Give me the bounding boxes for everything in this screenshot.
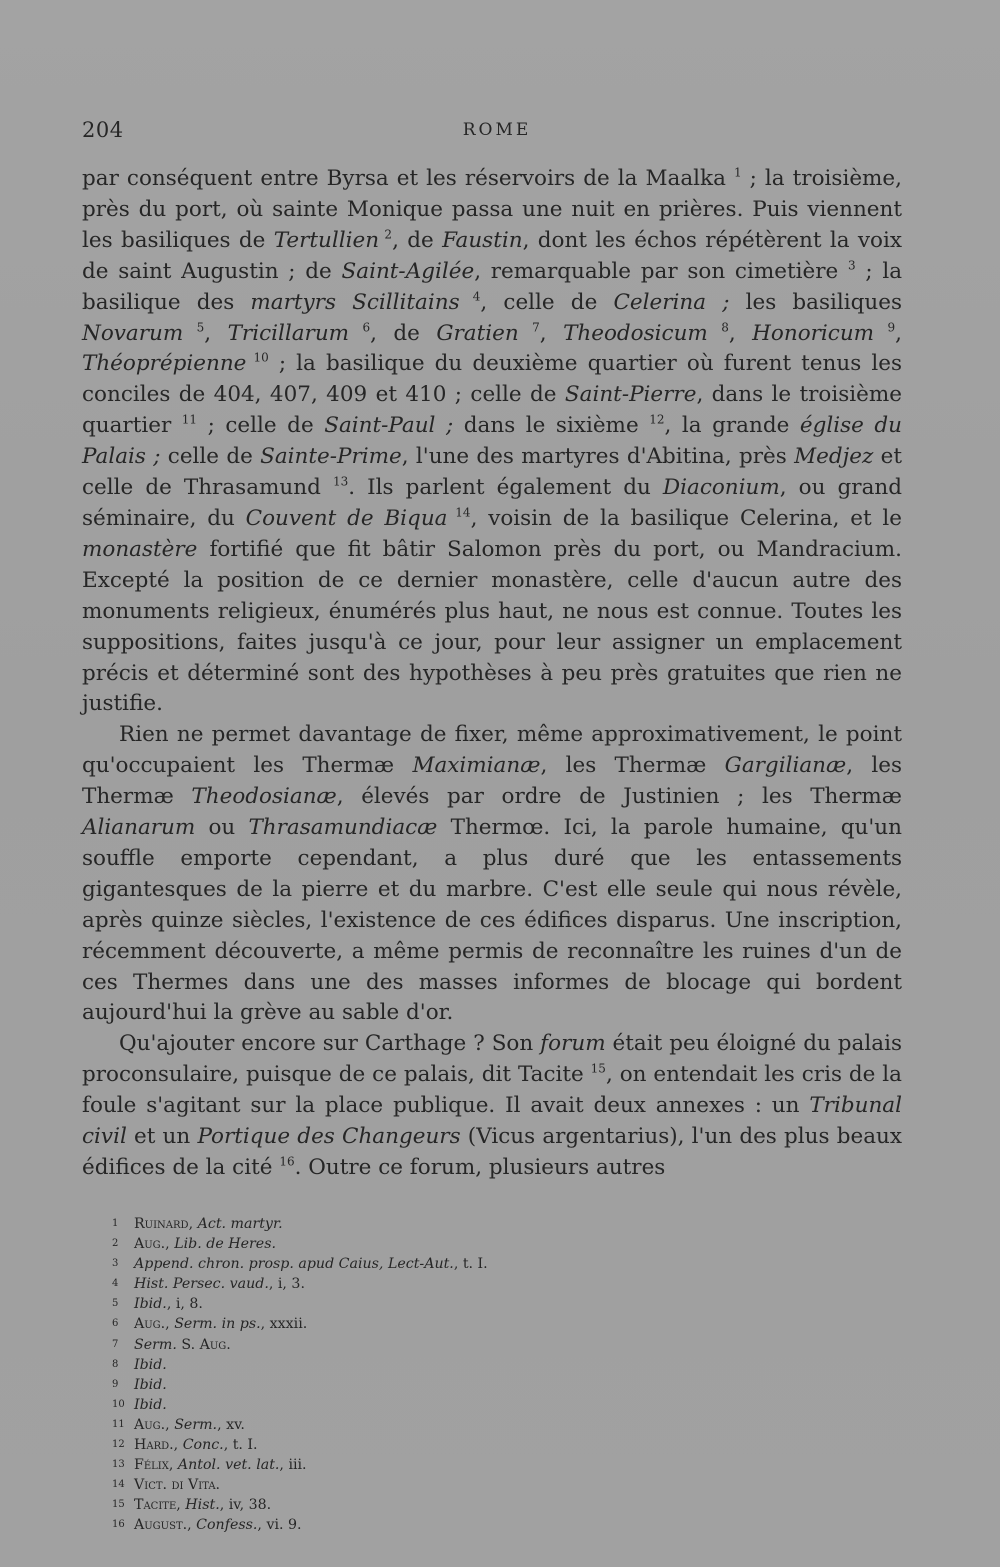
footnote: [112, 1475, 812, 1495]
footnote-title: Antol. vet. lat.: [177, 1457, 280, 1474]
footnote-text: , t. I.: [453, 1256, 488, 1273]
text-run: celle de: [160, 444, 261, 470]
footnote-number: 4: [112, 1278, 119, 1290]
text-run: , de: [392, 227, 443, 253]
text-run: ; la basilique des: [82, 258, 903, 315]
text-run: , remarquable par son cimetière: [474, 258, 848, 284]
text-run: Qu'ajouter encore sur Carthage ? Son: [119, 1031, 541, 1057]
text-run: (Vicus argentarius), l'un des plus beaux édifices de la cité: [82, 1124, 903, 1180]
footnote-title: Lib. de Heres.: [174, 1236, 276, 1253]
footnote: [112, 1395, 812, 1415]
italic-text: Couvent de Biqua: [245, 505, 448, 531]
footnote-text: , iii.: [279, 1457, 307, 1474]
footnote: [112, 1314, 812, 1334]
footnote-number: 6: [112, 1318, 119, 1330]
footnotes: [112, 1214, 812, 1536]
footnote-reference: 8: [707, 320, 729, 335]
footnote-title: Serm.: [134, 1336, 177, 1353]
footnote: [112, 1294, 812, 1314]
footnote-reference: 10: [246, 351, 269, 366]
footnote-author: Hard.: [134, 1437, 174, 1454]
italic-text: Saint-Paul ;: [324, 413, 454, 439]
body-text: [82, 164, 902, 1184]
text-run: dans le sixième: [453, 413, 650, 439]
footnote-text: ,: [188, 1216, 198, 1232]
footnote: [112, 1375, 812, 1395]
footnote-text: , vi. 9.: [257, 1517, 302, 1534]
text-run: , les Thermæ: [82, 753, 902, 810]
italic-text: Thrasamundiacæ: [248, 815, 438, 841]
text-run: ,: [539, 320, 564, 346]
text-run: ; celle de: [197, 413, 325, 439]
footnote-text: , i, 3.: [268, 1276, 305, 1293]
footnote-title: Conc.: [182, 1437, 224, 1454]
text-run: , l'une des martyres d'Abitina, près: [401, 444, 795, 470]
footnote-title: Serm.: [174, 1416, 218, 1433]
text-run: Rien ne permet davantage de fixer, même approximativement, le point qu'occupaient les Thermæ: [82, 722, 902, 779]
footnote-reference: 4: [459, 289, 481, 304]
italic-text: Saint-Agilée: [341, 258, 475, 284]
text-run: ou: [195, 815, 249, 841]
footnote-number: 3: [112, 1258, 119, 1270]
footnote-number: 11: [112, 1418, 125, 1430]
footnote: [112, 1254, 812, 1274]
footnote-text: S.: [176, 1336, 200, 1353]
footnote-author: Tacite: [134, 1497, 177, 1514]
footnote-number: 15: [112, 1499, 125, 1511]
footnote-reference: 14: [447, 505, 471, 520]
footnote-text: ,: [165, 1416, 175, 1433]
italic-text: Théoprépienne: [82, 351, 247, 377]
footnote-text: ,: [165, 1316, 175, 1333]
footnote-text: ,: [176, 1497, 186, 1514]
footnote-title: Serm. in ps.: [174, 1316, 261, 1333]
text-run: par conséquent entre Byrsa et les réservoirs de la Maalka: [82, 166, 734, 191]
text-run: ,: [204, 320, 228, 346]
footnote: [112, 1355, 812, 1375]
italic-text: église du Palais ;: [82, 413, 903, 470]
text-run: , ou grand séminaire, du: [82, 475, 903, 531]
paragraph: [82, 164, 902, 720]
footnote-author: Vict. di Vita.: [134, 1477, 221, 1494]
footnote-number: 5: [112, 1298, 119, 1310]
footnote-number: 9: [112, 1378, 119, 1390]
footnote-author: August.: [134, 1517, 188, 1534]
italic-text: Maximianæ: [412, 753, 541, 779]
footnote-title: Hist.: [185, 1497, 220, 1514]
footnote: [112, 1214, 812, 1234]
footnote-title: Ibid.: [134, 1356, 167, 1373]
footnote-reference: 16: [279, 1154, 295, 1169]
footnote-number: 7: [112, 1338, 119, 1350]
footnote-title: Act. martyr.: [197, 1216, 283, 1232]
footnote-number: 16: [112, 1519, 125, 1531]
italic-text: Theodosicum: [563, 320, 708, 346]
footnote-title: Ibid.: [134, 1376, 167, 1393]
footnote-author: Aug.: [134, 1416, 166, 1433]
footnote: [112, 1415, 812, 1435]
footnote-reference: 9: [874, 320, 896, 335]
footnote-reference: 15: [590, 1061, 606, 1076]
footnote-title: Hist. Persec. vaud.: [134, 1276, 269, 1293]
italic-text: Tribunal civil: [82, 1093, 902, 1150]
footnote-text: , xv.: [217, 1416, 245, 1433]
text-run: , celle de: [480, 289, 614, 315]
italic-text: monastère: [82, 536, 198, 562]
footnote-author: Aug.: [134, 1236, 166, 1253]
italic-text: Gargilianæ: [724, 753, 847, 779]
footnote-text: , xxxii.: [260, 1316, 308, 1333]
text-run: fortifié que fit bâtir Salomon près du port, ou Mandracium. Excepté la position de ce dernier monastère, celle d'aucun autre des monuments religieux, énumérés plus haut, ne nous est connue. Toutes les suppositions, faites jusqu'à ce jour, pour leur assigner un emplacement précis et déterminé sont des hypothèses à peu près gratuites que rien ne justifie.: [82, 536, 902, 717]
text-run: . Outre ce forum, plusieurs autres: [294, 1155, 666, 1180]
footnote-author: Aug.: [199, 1336, 231, 1353]
footnote: [112, 1335, 812, 1355]
footnote-text: ,: [165, 1236, 175, 1253]
italic-text: Tertullien: [273, 227, 380, 253]
footnote-author: Aug.: [134, 1316, 166, 1333]
italic-text: Theodosianæ: [191, 784, 337, 810]
italic-text: Tricillarum: [227, 320, 350, 346]
footnote-text: , iv, 38.: [219, 1497, 272, 1514]
paragraph: [82, 720, 902, 1029]
footnote: [112, 1455, 812, 1475]
footnote-reference: 13: [332, 474, 349, 489]
text-run: ,: [895, 320, 902, 346]
italic-text: forum: [540, 1031, 606, 1057]
text-run: , les Thermæ: [540, 753, 725, 779]
text-run: , la grande: [664, 413, 800, 439]
text-run: , de: [370, 320, 437, 346]
text-run: les basiliques: [729, 289, 903, 315]
running-title: ROME: [462, 120, 532, 140]
italic-text: Faustin: [442, 227, 523, 253]
italic-text: Novarum: [82, 320, 184, 346]
text-run: . Ils parlent également du: [348, 475, 663, 501]
italic-text: martyrs Scillitains: [250, 289, 460, 315]
text-run: ,: [728, 320, 753, 346]
footnote-reference: 1: [733, 165, 742, 180]
footnote-number: 10: [112, 1398, 125, 1410]
footnote-author: Ruinard: [134, 1216, 189, 1232]
paragraph: [82, 1029, 902, 1184]
italic-text: Honoricum: [752, 320, 875, 346]
text-run: et un: [126, 1124, 198, 1150]
italic-text: Gratien: [436, 320, 519, 346]
footnote-reference: 6: [349, 320, 371, 335]
footnote: [112, 1274, 812, 1294]
footnote-number: 14: [112, 1479, 125, 1491]
italic-text: Diaconium: [662, 475, 780, 501]
text-run: et celle de Thrasamund: [82, 444, 902, 501]
footnote-text: , t. I.: [223, 1437, 258, 1454]
footnote-number: 8: [112, 1358, 119, 1370]
text-run: , dont les échos répétèrent la voix de saint Augustin ; de: [82, 227, 902, 284]
text-run: ; la troisième, près du port, où sainte Monique passa une nuit en prières. Puis viennent les basiliques de: [82, 166, 902, 253]
italic-text: Celerina ;: [613, 289, 730, 315]
footnote-number: 2: [112, 1238, 119, 1250]
footnote-number: 12: [112, 1439, 125, 1451]
page-number: 204: [82, 118, 124, 142]
italic-text: Medjez: [794, 444, 874, 470]
italic-text: Saint-Pierre: [564, 382, 697, 408]
running-head: [82, 118, 904, 148]
footnote-text: ,: [173, 1437, 183, 1454]
footnote-reference: 7: [518, 320, 540, 335]
footnote-reference: 11: [181, 412, 198, 427]
footnote-text: ,: [187, 1517, 197, 1534]
footnote: [112, 1435, 812, 1455]
italic-text: Portique des Changeurs: [197, 1124, 461, 1150]
text-run: était peu éloigné du palais proconsulaire, puisque de ce palais, dit Tacite: [82, 1031, 902, 1088]
footnote-title: Confess.: [196, 1517, 258, 1534]
footnote-reference: 2: [379, 227, 393, 242]
text-run: Thermœ. Ici, la parole humaine, qu'un souffle emporte cependant, a plus duré que les entassements gigantesques de la pierre et du marbre. C'est elle seule qui nous révèle, après quinze siècles, l'existence de ces édifices disparus. Une inscription, récemment découverte, a même permis de reconnaître les ruines d'un de ces Thermes dans une des masses informes de blocage qui bordent aujourd'hui la grève au sable d'or.: [82, 815, 902, 1026]
footnote-reference: 12: [649, 412, 665, 427]
footnote-title: Append. chron. prosp. apud Caius, Lect-Aut.: [134, 1256, 454, 1273]
footnote-number: 13: [112, 1459, 125, 1471]
italic-text: Sainte-Prime: [260, 444, 402, 470]
italic-text: Alianarum: [82, 815, 196, 841]
footnote: [112, 1495, 812, 1515]
text-run: , on entendait les cris de la foule s'agitant sur la place publique. Il avait deux annexes : un: [82, 1062, 902, 1119]
text-run: , voisin de la basilique Celerina, et le: [470, 505, 902, 531]
text-run: , dans le troisième quartier: [82, 382, 902, 439]
footnote-reference: 3: [847, 258, 856, 273]
footnote-text: ,: [168, 1457, 178, 1474]
footnote-text: , i, 8.: [166, 1296, 203, 1313]
footnote-author: Félix: [134, 1457, 169, 1474]
text-run: ; la basilique du deuxième quartier où furent tenus les conciles de 404, 407, 409 et 410 ; celle de: [82, 351, 902, 408]
footnote-title: Ibid.: [134, 1296, 167, 1313]
footnote-title: Ibid.: [134, 1396, 167, 1413]
footnote: [112, 1515, 812, 1535]
footnote-reference: 5: [183, 320, 205, 335]
footnote-number: 1: [112, 1218, 119, 1229]
text-run: , élevés par ordre de Justinien ; les Thermæ: [336, 784, 902, 810]
footnote: [112, 1234, 812, 1254]
